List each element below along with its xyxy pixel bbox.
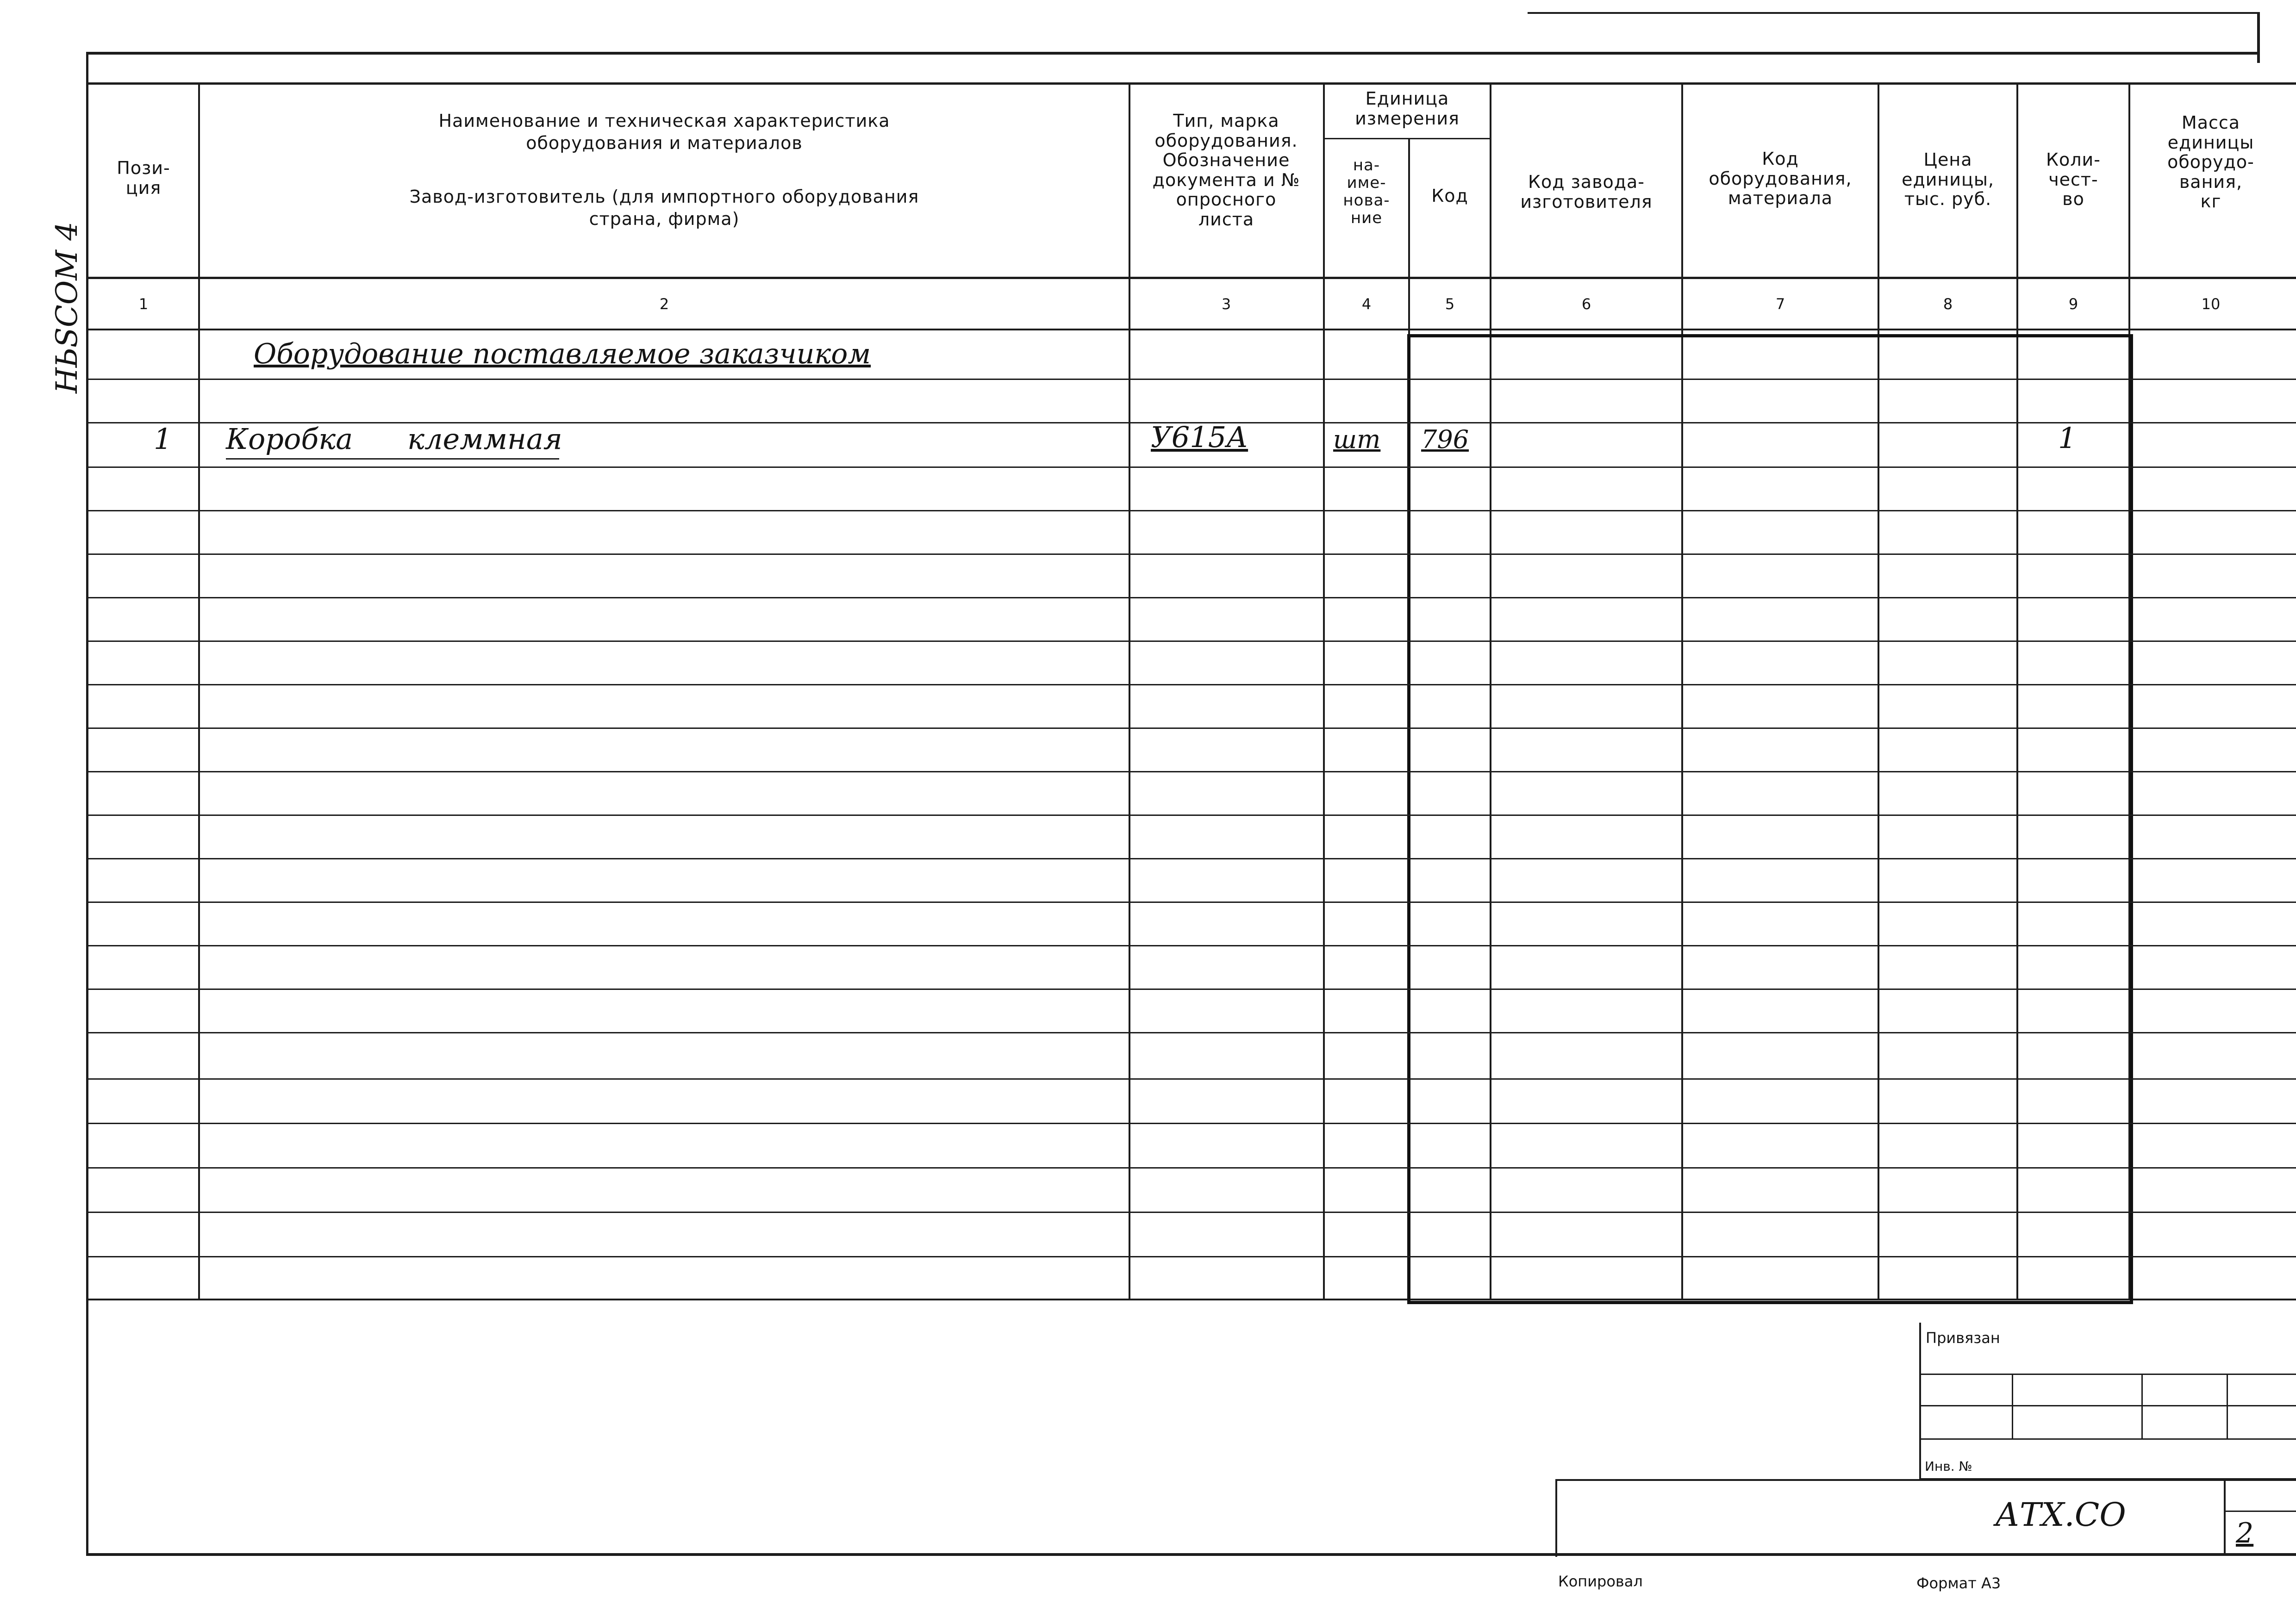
colnum-2: 2 — [659, 295, 669, 313]
unit-group-line — [1323, 138, 1491, 139]
vline-1 — [198, 82, 200, 1300]
stamp-line-3 — [1919, 1438, 2296, 1440]
row-position: 1 — [154, 422, 172, 456]
row-line-3 — [88, 466, 2296, 468]
row-name-underline — [226, 458, 559, 460]
header-quantity: Коли- чест- во — [2046, 149, 2101, 210]
footer-format: Формат А3 — [1916, 1574, 2001, 1592]
row-line-19 — [88, 1167, 2296, 1169]
header-name-line2: оборудования и материалов — [526, 133, 803, 153]
doc-code: АТХ.СО — [1995, 1496, 2126, 1534]
row-line-20 — [88, 1212, 2296, 1213]
row-line-5 — [88, 553, 2296, 555]
row-unit: шт — [1333, 425, 1381, 454]
table-top-line — [88, 82, 2296, 85]
header-price: Цена единицы, тыс. руб. — [1902, 149, 1994, 210]
stamp-line-2 — [1919, 1405, 2296, 1406]
row-line-18 — [88, 1123, 2296, 1124]
row-name-part1: Коробка — [226, 422, 353, 456]
colnum-bottom-line — [88, 329, 2296, 330]
row-line-16 — [88, 1032, 2296, 1033]
footer-copied: Копировал — [1558, 1573, 1643, 1590]
sheet-number: 2 — [2236, 1517, 2254, 1549]
frame-top-line-right — [1528, 12, 2259, 14]
header-name-line4: страна, фирма) — [589, 209, 740, 229]
colnum-8: 8 — [1943, 295, 1953, 313]
row-name-part2: клеммная — [407, 422, 562, 456]
colnum-1: 1 — [138, 295, 149, 313]
row-line-12 — [88, 858, 2296, 859]
doc-code-sheet-hline — [2224, 1511, 2296, 1512]
frame-right-tick — [2257, 12, 2260, 63]
row-line-4 — [88, 510, 2296, 511]
header-position: Пози- ция — [117, 158, 170, 198]
bold-box — [1407, 334, 2133, 1304]
header-unit-code: Код — [1431, 186, 1468, 206]
colnum-6: 6 — [1581, 295, 1591, 313]
row-quantity: 1 — [2058, 421, 2077, 455]
header-equipment-code: Код оборудования, материала — [1709, 149, 1852, 209]
row-type: У615А — [1151, 420, 1248, 454]
row-unit-code: 796 — [1421, 425, 1469, 454]
row-line-9 — [88, 728, 2296, 729]
colnum-10: 10 — [2201, 295, 2221, 313]
doc-code-block — [1555, 1479, 2296, 1557]
row-line-15 — [88, 989, 2296, 990]
stamp-vline-3 — [2227, 1374, 2228, 1438]
header-type: Тип, марка оборудования. Обозначение документа и № опросного листа — [1152, 111, 1300, 230]
row-line-10 — [88, 771, 2296, 772]
row-line-1 — [88, 379, 2296, 380]
stamp-line-1 — [1919, 1374, 2296, 1375]
row-line-21 — [88, 1256, 2296, 1257]
colnum-7: 7 — [1775, 295, 1785, 313]
header-bottom-line — [88, 277, 2296, 279]
header-name-line3: Завод-изготовитель (для импортного оборудования — [409, 187, 919, 207]
header-mass: Масса единицы оборудо- вания, кг — [2167, 112, 2254, 212]
stamp-vline-1 — [2012, 1374, 2013, 1438]
row-line-17 — [88, 1078, 2296, 1080]
colnum-5: 5 — [1445, 295, 1455, 313]
vline-3 — [1323, 82, 1325, 1300]
row-line-8 — [88, 684, 2296, 685]
colnum-4: 4 — [1361, 295, 1372, 313]
doc-code-sheet-vline — [2224, 1479, 2226, 1555]
vline-2 — [1129, 82, 1130, 1300]
colnum-9: 9 — [2068, 295, 2078, 313]
header-name-line1: Наименование и техническая характеристика — [438, 111, 890, 131]
row-line-7 — [88, 640, 2296, 642]
row-line-14 — [88, 945, 2296, 946]
frame-top-line — [88, 52, 2259, 55]
colnum-3: 3 — [1221, 295, 1231, 313]
header-unit-name: на- име- нова- ние — [1343, 156, 1390, 228]
margin-note: НЬSCOM 4 — [50, 222, 84, 393]
stamp-inv-label: Инв. № — [1925, 1459, 1972, 1474]
section-title: Оборудование поставляемое заказчиком — [254, 338, 871, 370]
stamp-vline-2 — [2141, 1374, 2143, 1438]
stamp-privyazan-label: Привязан — [1926, 1329, 2000, 1347]
row-line-6 — [88, 597, 2296, 598]
row-line-11 — [88, 815, 2296, 816]
row-line-13 — [88, 902, 2296, 903]
header-factory-code: Код завода- изготовителя — [1520, 172, 1653, 212]
header-unit-group: Единица измерения — [1355, 88, 1460, 129]
